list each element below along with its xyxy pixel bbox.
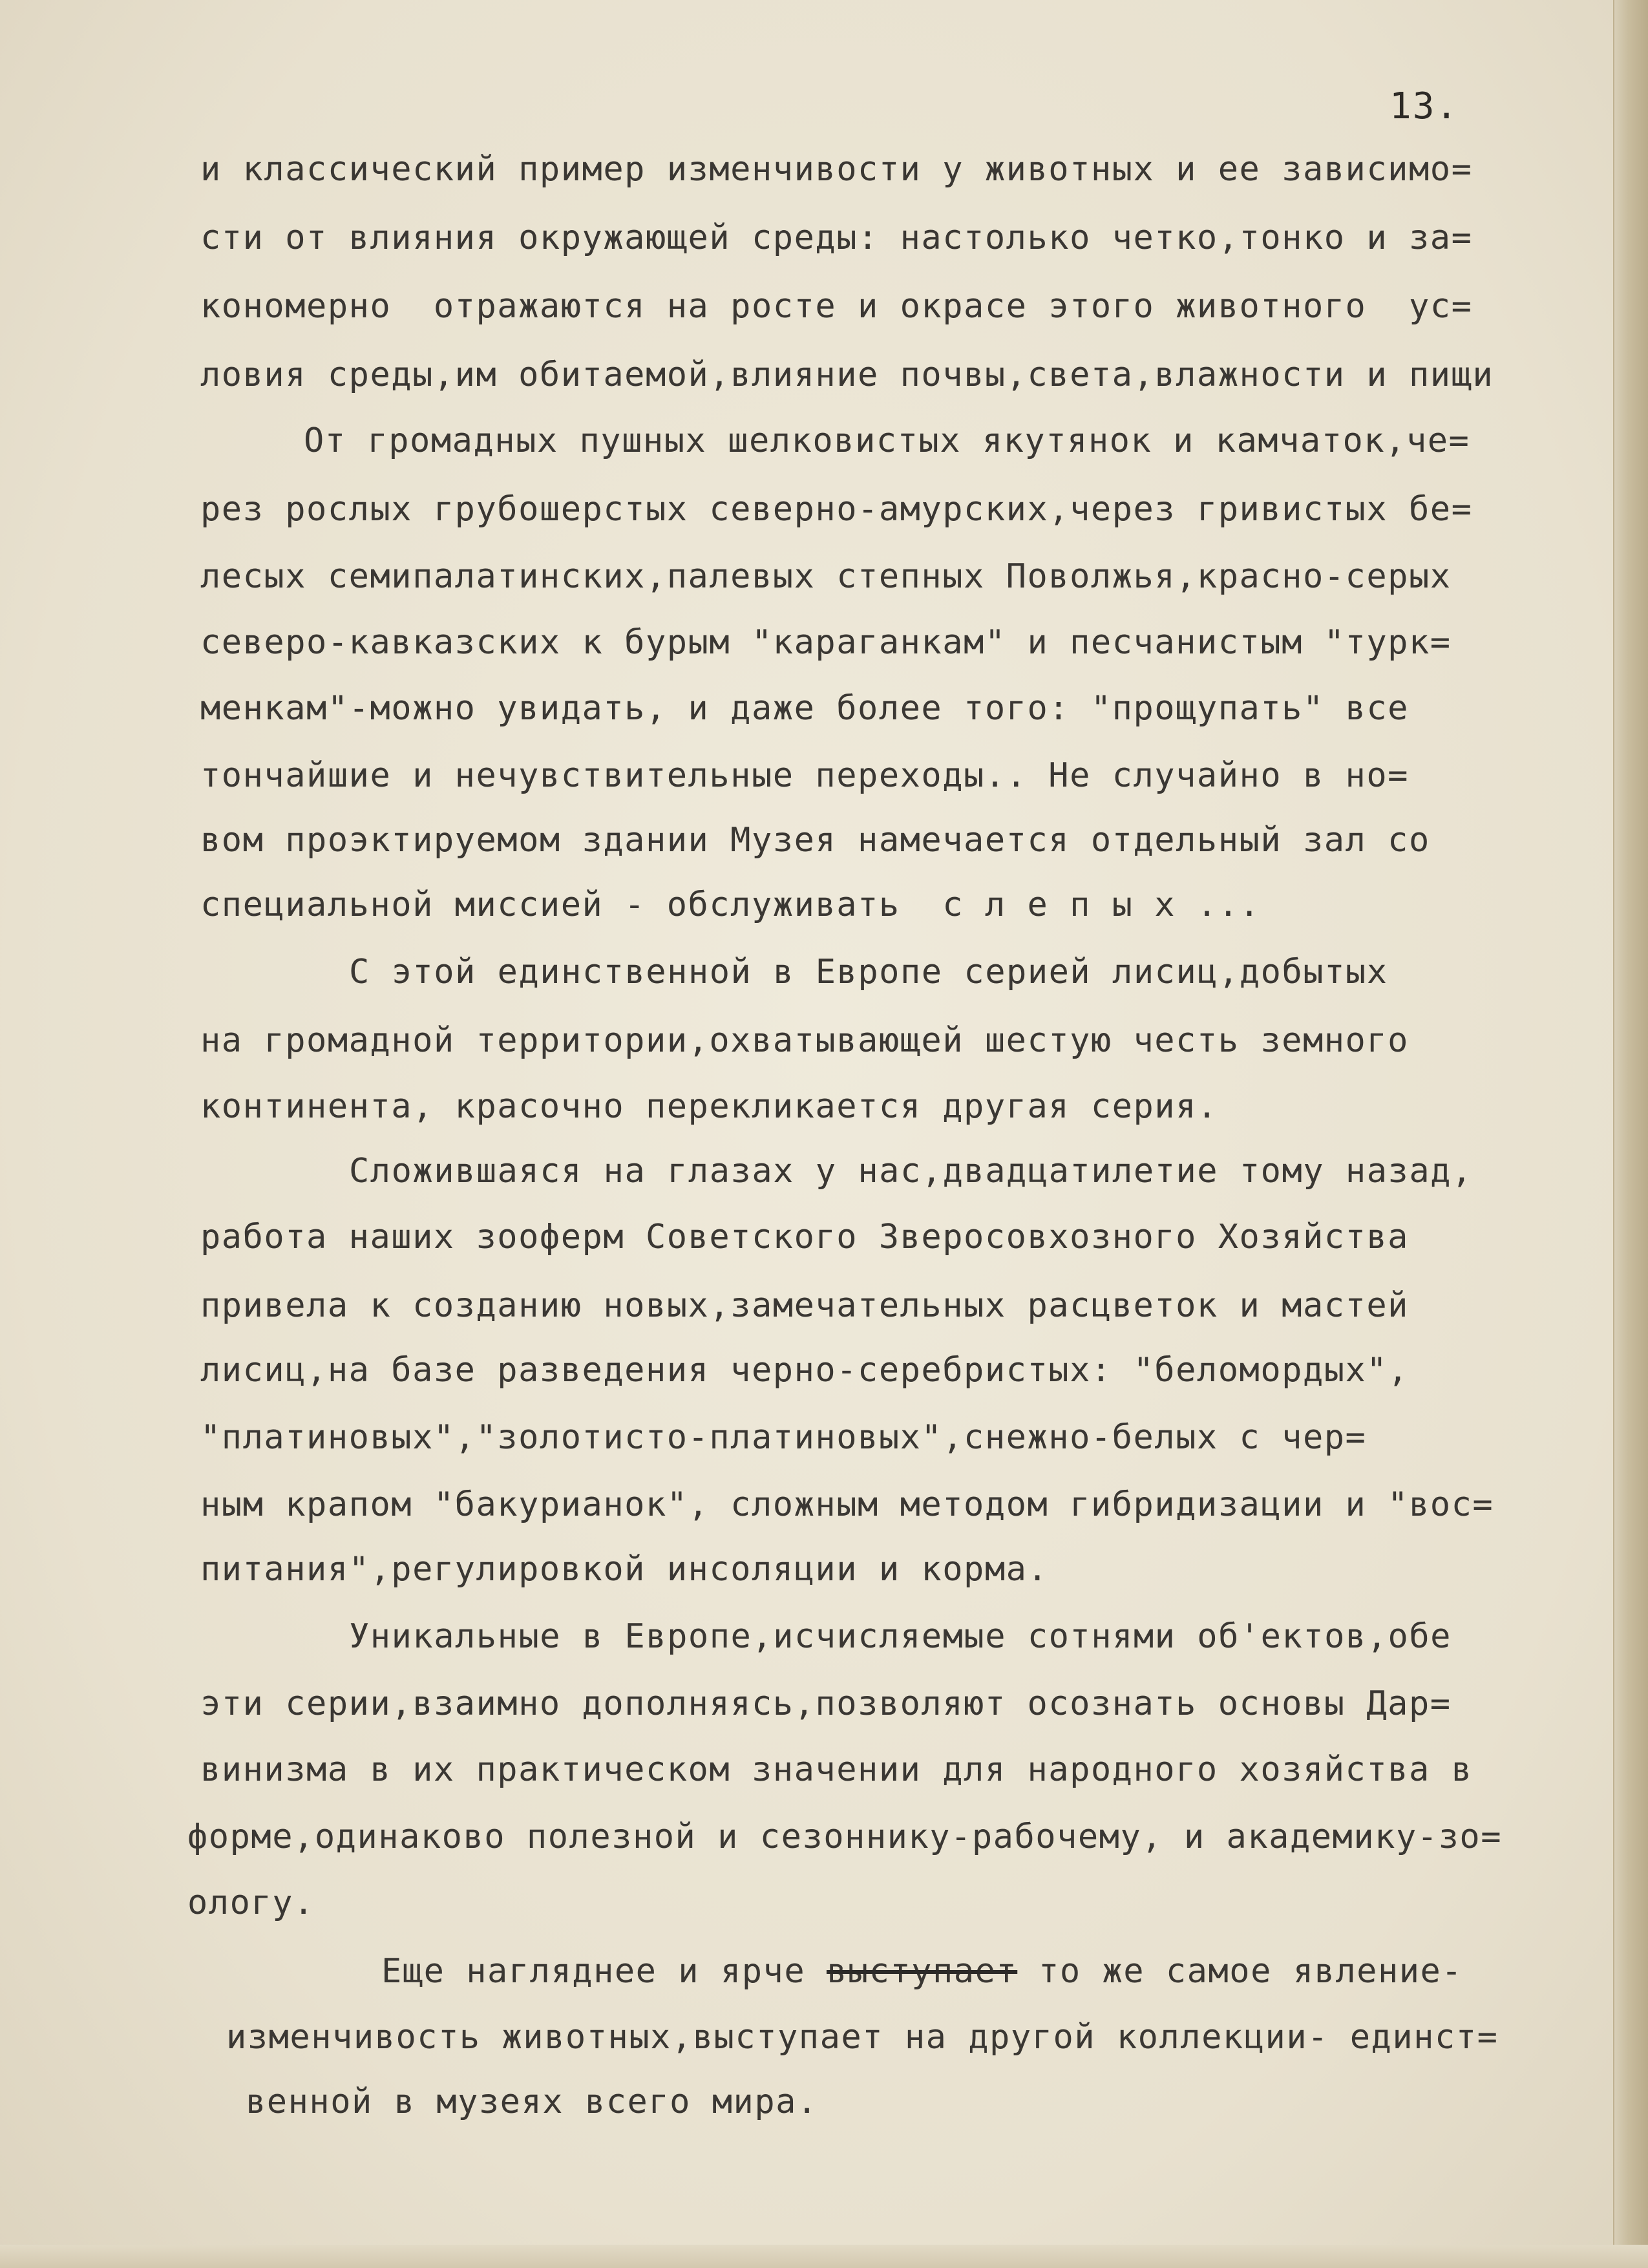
text-line: Уникальные в Европе,исчисляемые сотнями об'ектов,обе [349,1617,1452,1656]
text-line: С этой единственной в Европе серией лисиц,добытых [349,953,1388,991]
page-number: 13. [1389,85,1459,127]
text-line: работа наших зооферм Советского Зверосовхозного Хозяйства [200,1218,1409,1256]
text-line: сти от влияния окружающей среды: настолько четко,тонко и за= [200,218,1473,257]
text-line: изменчивость животных,выступает на другой коллекции- единст= [226,2018,1499,2057]
text-line: вом проэктируемом здании Музея намечается отдельный зал со [200,821,1430,860]
text-line: "платиновых","золотисто-платиновых",снежно-белых с чер= [200,1418,1367,1457]
text-line [381,1952,1463,1991]
text-line: и классический пример изменчивости у животных и ее зависимо= [200,150,1473,189]
text-line: Сложившаяся на глазах у нас,двадцатилетие тому назад, [349,1152,1473,1191]
page-edge-shadow [1613,0,1648,2268]
text-line: континента, красочно перекликается другая серия. [200,1087,1218,1126]
struck-out-word: выступает [826,1952,1018,1991]
text-line: ологу. [187,1883,315,1922]
text-line: тончайшие и нечувствительные переходы.. Не случайно в но= [200,756,1409,795]
text-line: лисиц,на базе разведения черно-серебристых: "беломордых", [200,1351,1409,1390]
text-line: привела к созданию новых,замечательных расцветок и мастей [200,1286,1409,1325]
text-line: кономерно отражаются на росте и окрасе этого животного ус= [200,287,1473,326]
text-segment: Еще нагляднее и ярче [381,1952,806,1991]
text-line: питания",регулировкой инсоляции и корма. [200,1550,1049,1589]
text-line: специальной миссией - обслуживать с л е п ы х ... [200,885,1261,924]
text-segment: то же самое явление- [1039,1952,1463,1991]
text-line: От громадных пушных шелковистых якутянок и камчаток,че= [304,421,1470,460]
text-line: эти серии,взаимно дополняясь,позволяют осознать основы Дар= [200,1684,1452,1723]
text-line: ным крапом "бакурианок", сложным методом гибридизации и "вос= [200,1485,1494,1524]
text-line: форме,одинаково полезной и сезоннику-рабочему, и академику-зо= [187,1818,1503,1856]
page-bottom-edge [0,2245,1648,2268]
text-line: винизма в их практическом значении для народного хозяйства в [200,1750,1473,1789]
text-line: ловия среды,им обитаемой,влияние почвы,света,влажности и пищи [200,355,1494,394]
text-line: рез рослых грубошерстых северно-амурских,через гривистых бе= [200,490,1473,529]
text-line: на громадной территории,охватывающей шестую честь земного [200,1021,1409,1060]
text-line: менкам"-можно увидать, и даже более того: "прощупать" все [200,689,1409,728]
text-line: лесых семипалатинских,палевых степных Поволжья,красно-серых [200,557,1452,596]
text-line: венной в музеях всего мира. [246,2083,818,2121]
text-line: северо-кавказских к бурым "караганкам" и песчанистым "турк= [200,623,1452,662]
